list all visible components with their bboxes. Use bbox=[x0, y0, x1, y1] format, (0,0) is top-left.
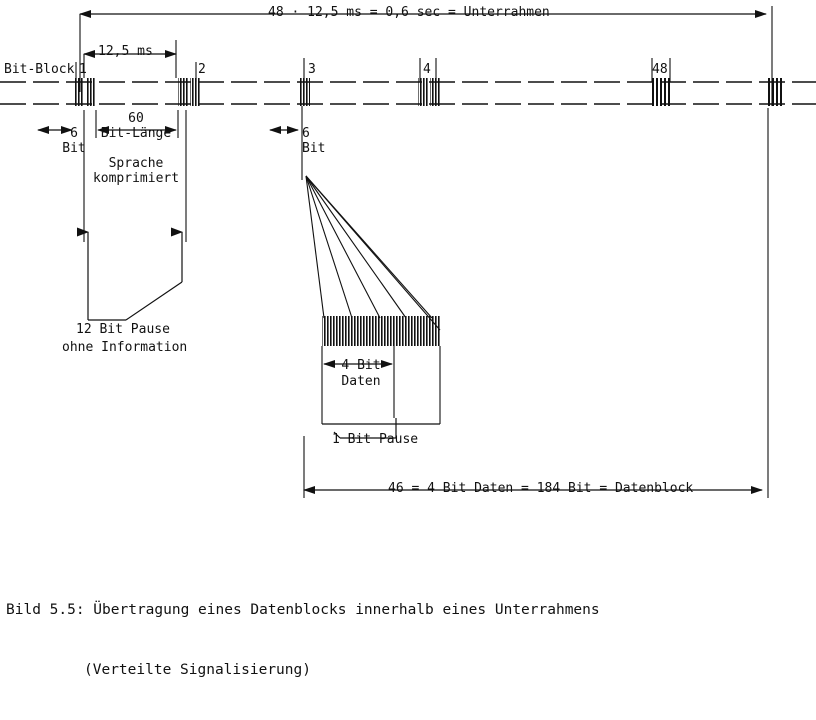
six-bit-dimension-right bbox=[270, 106, 302, 180]
sixty-bit-count: 60 bbox=[128, 111, 144, 126]
block-number-3: 3 bbox=[308, 62, 316, 77]
one-bit-pause-label: 1 Bit Pause bbox=[332, 432, 419, 447]
datablock-span-label: 46 = 4 Bit Daten = 184 Bit = Datenblock bbox=[388, 481, 694, 496]
six-bit-right-unit: Bit bbox=[302, 141, 326, 156]
data-block-bars bbox=[322, 316, 440, 346]
subframe-span-label: 48 · 12,5 ms = 0,6 sec = Unterrahmen bbox=[268, 5, 550, 20]
block-number-1: 1 bbox=[79, 62, 87, 77]
bit-block-title: Bit-Block bbox=[4, 62, 75, 77]
figure-caption bbox=[6, 560, 600, 720]
pause-callout bbox=[84, 110, 186, 320]
timeline-rails bbox=[0, 82, 816, 104]
block-number-2: 2 bbox=[198, 62, 206, 77]
sixty-bit-desc-2: komprimiert bbox=[92, 171, 180, 186]
block-ticks bbox=[76, 58, 670, 82]
four-bit-label: 4 Bit bbox=[341, 358, 381, 373]
block-span-label: 12,5 ms bbox=[98, 44, 153, 59]
four-bit-daten-label: Daten bbox=[341, 374, 381, 389]
figure-caption-line1: Bild 5.5: Übertragung eines Datenblocks innerhalb eines Unterrahmens bbox=[6, 602, 600, 618]
pause-label-line2: ohne Information bbox=[62, 340, 188, 355]
sixty-bit-value: Bit-Länge bbox=[100, 126, 172, 141]
block-number-48: 48 bbox=[652, 62, 668, 77]
six-bit-left-value: 6 bbox=[70, 126, 78, 141]
pause-label-line1: 12 Bit Pause bbox=[76, 322, 170, 337]
magnifier-fan-lines bbox=[306, 176, 440, 330]
figure-caption-line2: (Verteilte Signalisierung) bbox=[84, 662, 311, 678]
six-bit-left-unit: Bit bbox=[62, 141, 86, 156]
sixty-bit-desc-1: Sprache bbox=[108, 156, 164, 171]
block-number-4: 4 bbox=[423, 62, 431, 77]
six-bit-right-value: 6 bbox=[302, 126, 310, 141]
